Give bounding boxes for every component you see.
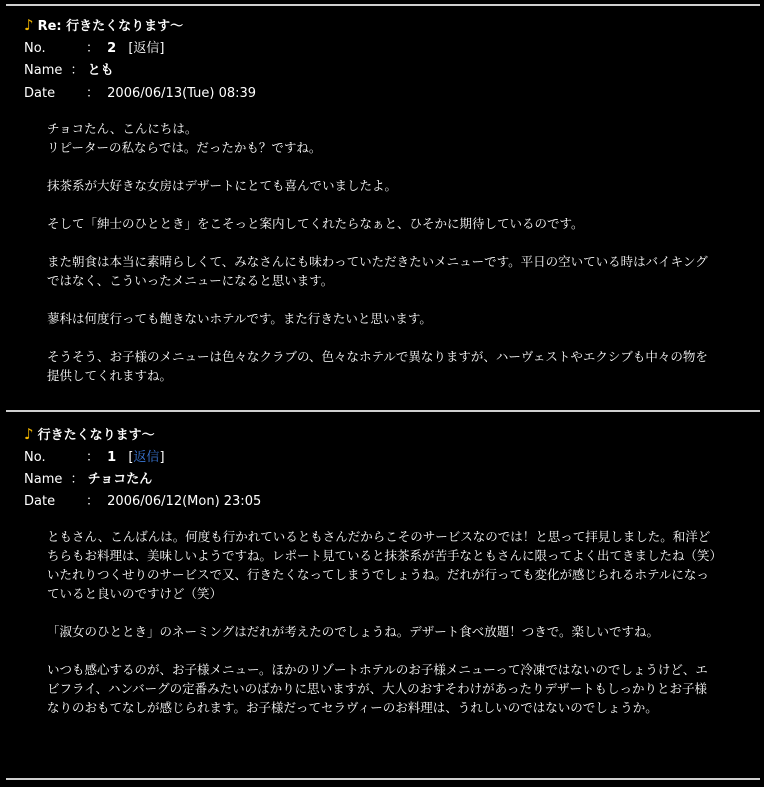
reply-label: [返信] xyxy=(128,41,165,56)
post-title xyxy=(24,425,155,443)
divider xyxy=(6,4,760,6)
post-body xyxy=(47,119,719,385)
no-label: No. xyxy=(24,41,46,56)
body-line: そして「紳士のひととき」をこそっと案内してくれたらなぁと、ひそかに期待しているのです。 xyxy=(47,216,584,231)
body-line: チョコたん、こんにちは。 xyxy=(47,121,198,136)
no-label: No. xyxy=(24,450,46,465)
body-line xyxy=(47,641,719,660)
reply-link[interactable]: 返信 xyxy=(133,450,160,465)
body-line: いつも感心するのが、お子様メニュー。ほかのリゾートホテルのお子様メニューって冷凍ではないのでしょうけど、エビフライ、ハンバーグの定番みたいのばかりに思いますが、大人のおすそわけがあったりデザートもしっかりとお子様なりのおもてなしが感じられます。お子様だってセラヴィーのお料理は、うれしいのではないのでしょうか。 xyxy=(47,662,708,715)
post-title-text: Re: 行きたくなります〜 xyxy=(37,19,184,34)
body-line: いたれりつくせりのサービスで又、行きたくなってしまうでしょうね。だれが行っても変化が感じられるホテルになっていると良いのですけど（笑） xyxy=(47,567,709,601)
separator: ： xyxy=(70,472,84,487)
separator: ： xyxy=(86,494,100,509)
post-date: 2006/06/13(Tue) 08:39 xyxy=(107,86,257,101)
author-name: とも xyxy=(87,63,114,78)
reply-bracket: [ xyxy=(128,450,134,465)
body-line: ともさん、こんばんは。何度も行かれているともさんだからこそのサービスなのでは！と思って拝見しました。和洋どちらもお料理は、美味しいようですね。レポート見ていると抹茶系が苦手なともさんに限ってよく出てきましたね（笑） xyxy=(47,529,723,563)
body-line xyxy=(47,233,719,252)
divider xyxy=(6,778,760,780)
body-line: 抹茶系が大好きな女房はデザートにとても喜んでいましたよ。 xyxy=(47,178,398,193)
body-line: そうそう、お子様のメニューは色々なクラブの、色々なホテルで異なりますが、ハーヴェストやエクシブも中々の物を提供してくれますね。 xyxy=(47,349,708,383)
body-line xyxy=(47,290,719,309)
body-line: 蓼科は何度行っても飽きないホテルです。また行きたいと思います。 xyxy=(47,311,432,326)
author-row xyxy=(24,61,114,81)
separator: ： xyxy=(86,41,100,56)
separator: ： xyxy=(86,450,100,465)
date-label: Date xyxy=(24,494,56,509)
name-label: Name xyxy=(24,472,63,487)
post-number-row xyxy=(24,448,165,468)
separator: ： xyxy=(70,63,84,78)
reply-bracket: ] xyxy=(159,450,165,465)
date-label: Date xyxy=(24,86,56,101)
body-line: 「淑女のひととき」のネーミングはだれが考えたのでしょうね。デザート食べ放題！つきで。楽しいですね。 xyxy=(47,624,660,639)
body-line xyxy=(47,157,719,176)
post-title-text: 行きたくなります〜 xyxy=(37,428,155,443)
body-line: また朝食は本当に素晴らしくて、みなさんにも味わっていただきたいメニューです。平日の空いている時はバイキングではなく、こういったメニューになると思います。 xyxy=(47,254,708,288)
author-name: チョコたん xyxy=(87,472,153,487)
body-line xyxy=(47,195,719,214)
body-line xyxy=(47,328,719,347)
body-line xyxy=(47,603,719,622)
music-note-icon: ♪ xyxy=(24,425,34,443)
date-row xyxy=(24,492,261,512)
post-date: 2006/06/12(Mon) 23:05 xyxy=(107,494,262,509)
separator: ： xyxy=(86,86,100,101)
name-label: Name xyxy=(24,63,63,78)
music-note-icon: ♪ xyxy=(24,16,34,34)
post-number: 2 xyxy=(107,41,117,56)
author-row xyxy=(24,470,152,490)
date-row xyxy=(24,84,256,104)
divider xyxy=(6,410,760,412)
body-line: リピーターの私ならでは。だったかも？ですね。 xyxy=(47,140,322,155)
post-number: 1 xyxy=(107,450,117,465)
post-number-row xyxy=(24,39,165,59)
post-title xyxy=(24,16,183,34)
post-body xyxy=(47,527,723,717)
